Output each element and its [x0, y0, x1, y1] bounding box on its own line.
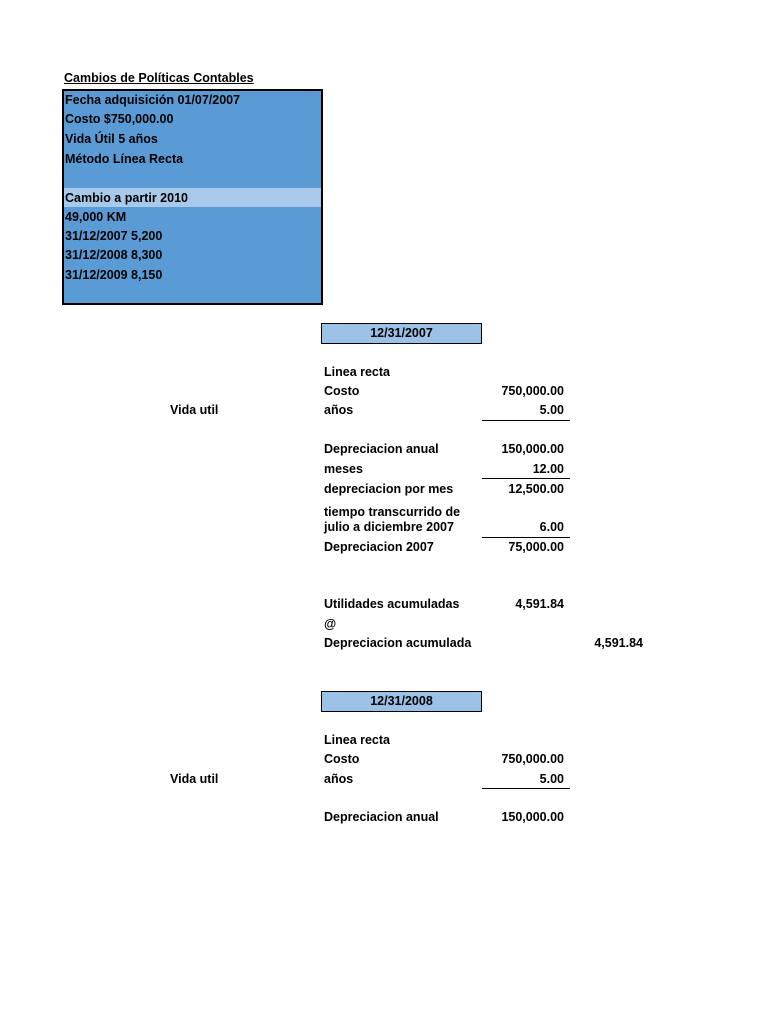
- row-label-elapsed-line2: julio a diciembre 2007: [324, 520, 454, 534]
- row-label-years: años: [324, 403, 354, 417]
- row-value-cost: 750,000.00: [501, 752, 564, 766]
- row-label-months: meses: [324, 462, 363, 476]
- underline: [482, 420, 570, 421]
- underline: [482, 537, 570, 538]
- info-line-useful-life: Vida Útil 5 años: [65, 132, 158, 146]
- method-label: Linea recta: [324, 733, 391, 747]
- entry-at-symbol: @: [324, 617, 337, 631]
- info-line-2008: 31/12/2008 8,300: [65, 248, 163, 262]
- row-label-annual-depreciation: Depreciacion anual: [324, 442, 439, 456]
- row-label-elapsed-line1: tiempo transcurrido de: [324, 505, 461, 519]
- row-value-years: 5.00: [539, 772, 564, 786]
- underline: [482, 788, 570, 789]
- info-line-cost: Costo $750,000.00: [65, 112, 174, 126]
- side-label-useful-life: Vida util: [170, 772, 219, 786]
- info-line-2009: 31/12/2009 8,150: [65, 268, 163, 282]
- entry-debit-label: Utilidades acumuladas: [324, 597, 460, 611]
- row-value-annual-depreciation: 150,000.00: [501, 810, 564, 824]
- row-label-monthly-depreciation: depreciacion por mes: [324, 482, 454, 496]
- method-label: Linea recta: [324, 365, 391, 379]
- entry-credit-label: Depreciacion acumulada: [324, 636, 472, 650]
- row-value-elapsed: 6.00: [539, 520, 564, 534]
- info-line-change: Cambio a partir 2010: [65, 191, 188, 205]
- info-line-km: 49,000 KM: [65, 210, 127, 224]
- row-value-cost: 750,000.00: [501, 384, 564, 398]
- underline: [482, 478, 570, 479]
- sheet-title: Cambios de Políticas Contables: [64, 71, 254, 85]
- info-box: [62, 89, 323, 305]
- row-value-months: 12.00: [532, 462, 564, 476]
- entry-debit-value: 4,591.84: [515, 597, 564, 611]
- row-label-cost: Costo: [324, 752, 360, 766]
- row-label-years: años: [324, 772, 354, 786]
- row-value-annual-depreciation: 150,000.00: [501, 442, 564, 456]
- row-value-monthly-depreciation: 12,500.00: [508, 482, 564, 496]
- info-line-2007: 31/12/2007 5,200: [65, 229, 163, 243]
- entry-credit-value: 4,591.84: [594, 636, 643, 650]
- date-header-2008: 12/31/2008: [321, 691, 482, 712]
- info-line-method: Método Línea Recta: [65, 152, 184, 166]
- date-header-2007: 12/31/2007: [321, 323, 482, 344]
- row-label-cost: Costo: [324, 384, 360, 398]
- row-label-annual-depreciation: Depreciacion anual: [324, 810, 439, 824]
- row-label-depreciation-2007: Depreciacion 2007: [324, 540, 434, 554]
- info-line-acquisition: Fecha adquisición 01/07/2007: [65, 93, 241, 107]
- side-label-useful-life: Vida util: [170, 403, 219, 417]
- row-value-years: 5.00: [539, 403, 564, 417]
- row-value-depreciation-2007: 75,000.00: [508, 540, 564, 554]
